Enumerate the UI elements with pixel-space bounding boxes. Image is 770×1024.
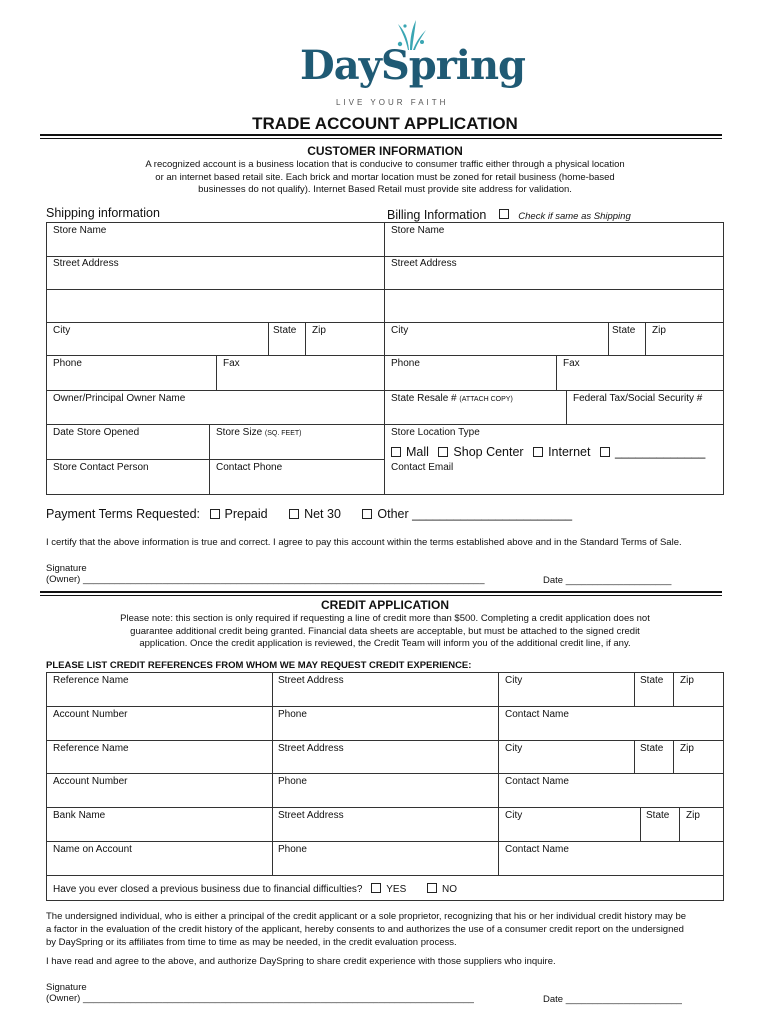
consent-text: The undersigned individual, who is either a principal of the credit applicant or a sole proprietor, recognizing that his or her individual credit history may be a factor in the evaluation of the credit history of the applicant, hereby consents to and authorizes the use of a consumer credit report on the undersigned by DaySpring or its affiliates from time to time as may be needed, in the credit evaluation process.	[46, 911, 687, 948]
ref1-contact-field[interactable]: Contact Name	[505, 709, 569, 720]
ref2-account-field[interactable]: Account Number	[53, 776, 128, 787]
same-as-shipping-checkbox[interactable]	[499, 209, 509, 219]
same-as-shipping-label: Check if same as Shipping	[518, 211, 631, 222]
account-name-field[interactable]: Name on Account	[53, 844, 132, 855]
ref1-phone-field[interactable]: Phone	[278, 709, 307, 720]
owner-signature-field[interactable]: (Owner) ____________________________________________________________________________	[46, 574, 485, 585]
net30-checkbox[interactable]	[289, 509, 299, 519]
bill-state-field[interactable]: State	[612, 325, 636, 336]
ship-street-line2-field[interactable]	[47, 290, 383, 321]
payment-terms-label: Payment Terms Requested:	[46, 507, 201, 521]
date-field-2[interactable]: Date ______________________	[543, 994, 682, 1005]
bank-name-field[interactable]: Bank Name	[53, 810, 106, 821]
title-rule	[40, 134, 722, 136]
ref2-zip-field[interactable]: Zip	[680, 743, 694, 754]
owner-name-field[interactable]: Owner/Principal Owner Name	[53, 393, 186, 404]
ref1-city-field[interactable]: City	[505, 675, 523, 686]
contact-phone-field[interactable]: Contact Phone	[216, 462, 283, 473]
location-type-label: Store Location Type	[391, 427, 480, 438]
certify-text: I certify that the above information is true and correct. I agree to pay this account within the terms established above and in the Standard Terms of Sale.	[46, 537, 682, 548]
logo-tagline: LIVE YOUR FAITH	[336, 98, 449, 107]
mall-checkbox[interactable]	[391, 447, 401, 457]
store-size-field[interactable]: Store Size (SQ. FEET)	[216, 427, 302, 438]
ref2-city-field[interactable]: City	[505, 743, 523, 754]
location-type-options: Mall Shop Center Internet _____________	[391, 445, 705, 459]
contact-email-field[interactable]: Contact Email	[391, 462, 454, 473]
yes-checkbox[interactable]	[371, 883, 381, 893]
ref2-phone-field[interactable]: Phone	[278, 776, 307, 787]
signature-2: Signature (Owner) __________________________________________________________________________	[46, 982, 474, 1004]
shipping-label: Shipping information	[46, 206, 160, 220]
ship-store-name-field[interactable]: Store Name	[53, 225, 107, 236]
contact-person-field[interactable]: Store Contact Person	[53, 462, 149, 473]
closed-business-question: Have you ever closed a previous business due to financial difficulties? YES NO	[53, 884, 458, 895]
bank-city-field[interactable]: City	[505, 810, 523, 821]
ship-street-field[interactable]: Street Address	[53, 258, 119, 269]
bill-fax-field[interactable]: Fax	[563, 358, 580, 369]
credit-heading: CREDIT APPLICATION	[321, 598, 449, 612]
agree-text: I have read and agree to the above, and authorize DaySpring to share credit experience with those suppliers who inquire.	[46, 956, 556, 967]
date-field-1[interactable]: Date ____________________	[543, 575, 672, 586]
ref2-state-field[interactable]: State	[640, 743, 664, 754]
ship-state-field[interactable]: State	[273, 325, 297, 336]
prepaid-checkbox[interactable]	[210, 509, 220, 519]
bill-phone-field[interactable]: Phone	[391, 358, 420, 369]
state-resale-field[interactable]: State Resale # (ATTACH COPY)	[391, 393, 513, 404]
payment-terms: Payment Terms Requested: Prepaid Net 30 Other _______________________	[46, 507, 573, 521]
bank-phone-field[interactable]: Phone	[278, 844, 307, 855]
ship-zip-field[interactable]: Zip	[312, 325, 326, 336]
ref1-name-field[interactable]: Reference Name	[53, 675, 129, 686]
bank-contact-field[interactable]: Contact Name	[505, 844, 569, 855]
ref1-zip-field[interactable]: Zip	[680, 675, 694, 686]
bill-zip-field[interactable]: Zip	[652, 325, 666, 336]
ref1-account-field[interactable]: Account Number	[53, 709, 128, 720]
owner-signature-field-2[interactable]: (Owner) __________________________________________________________________________	[46, 993, 474, 1004]
customer-intro: A recognized account is a business location that is conducive to consumer traffic either through a physical location or an internet based retail site. Each brick and mortar location must be zoned for retail business (home-based businesses do not qualify). Internet Based Retail must provide site address for validation.	[145, 159, 625, 195]
ship-city-field[interactable]: City	[53, 325, 71, 336]
date-opened-field[interactable]: Date Store Opened	[53, 427, 140, 438]
title-rule-thin	[40, 138, 722, 139]
billing-label: Billing Information	[387, 208, 487, 222]
page-title: TRADE ACCOUNT APPLICATION	[252, 114, 518, 133]
shop-center-checkbox[interactable]	[438, 447, 448, 457]
credit-note: Please note: this section is only required if requesting a line of credit more than $500. Completing a credit application does not guarantee additional credit being granted. Financial data sheets are acceptable, but must be attached to the signed credit application. Once the credit application is reviewed, the Credit Team will inform you of the additional credit line, if any.	[120, 613, 650, 649]
ref2-name-field[interactable]: Reference Name	[53, 743, 129, 754]
signature-1: Signature (Owner) ____________________________________________________________________________	[46, 563, 485, 585]
ref1-street-field[interactable]: Street Address	[278, 675, 344, 686]
logo	[300, 18, 526, 108]
bill-store-name-field[interactable]: Store Name	[391, 225, 445, 236]
credit-rule	[40, 591, 722, 593]
logo-wordmark: DaySpring	[300, 42, 526, 89]
bill-street-line2-field[interactable]	[385, 290, 723, 321]
federal-tax-field[interactable]: Federal Tax/Social Security #	[573, 393, 703, 404]
bank-zip-field[interactable]: Zip	[686, 810, 700, 821]
ref2-street-field[interactable]: Street Address	[278, 743, 344, 754]
bill-city-field[interactable]: City	[391, 325, 409, 336]
other-terms-checkbox[interactable]	[362, 509, 372, 519]
bank-street-field[interactable]: Street Address	[278, 810, 344, 821]
ref1-state-field[interactable]: State	[640, 675, 664, 686]
credit-refs-heading: PLEASE LIST CREDIT REFERENCES FROM WHOM WE MAY REQUEST CREDIT EXPERIENCE:	[46, 660, 472, 671]
other-location-checkbox[interactable]	[600, 447, 610, 457]
ref2-contact-field[interactable]: Contact Name	[505, 776, 569, 787]
no-checkbox[interactable]	[427, 883, 437, 893]
bill-street-field[interactable]: Street Address	[391, 258, 457, 269]
bank-state-field[interactable]: State	[646, 810, 670, 821]
internet-checkbox[interactable]	[533, 447, 543, 457]
ship-fax-field[interactable]: Fax	[223, 358, 240, 369]
customer-heading: CUSTOMER INFORMATION	[307, 144, 463, 158]
credit-rule-thin	[40, 595, 722, 596]
ship-phone-field[interactable]: Phone	[53, 358, 82, 369]
